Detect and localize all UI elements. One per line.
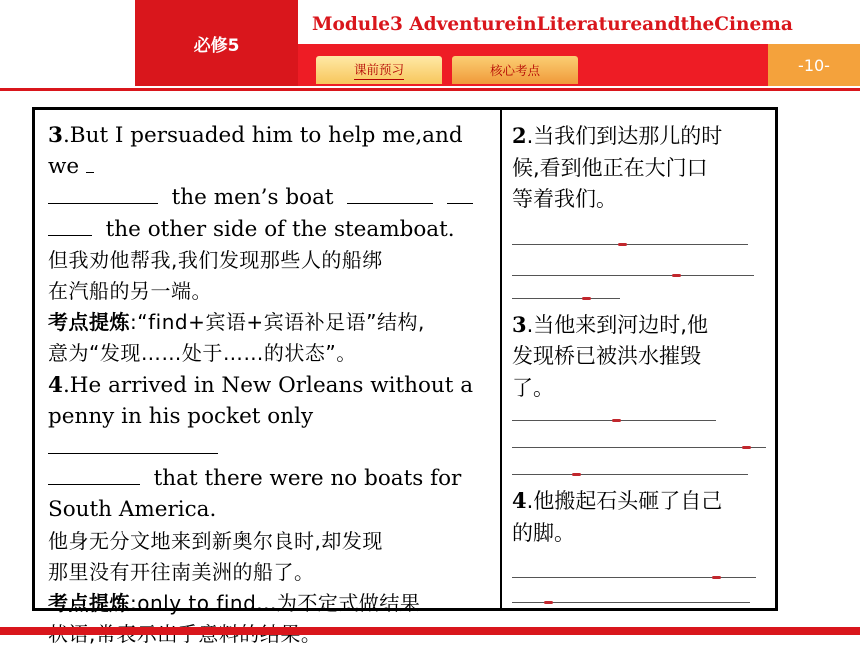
item4-en-d: South America. xyxy=(48,497,217,523)
blank[interactable] xyxy=(447,183,473,204)
slide-header xyxy=(0,0,860,92)
tab-core-points[interactable] xyxy=(452,56,578,84)
item4-tip-1: :only to find...为不定式做结果 xyxy=(130,591,421,616)
example-column xyxy=(48,120,488,650)
tip-label: 考点提炼 xyxy=(48,310,130,335)
item3-en-b: the men’s boat xyxy=(171,185,334,211)
item4-en-line2 xyxy=(48,401,488,463)
footer-bar xyxy=(0,627,860,635)
q3-l3: 了。 xyxy=(512,375,554,400)
item4-tip-line1 xyxy=(48,588,488,619)
q4-line1 xyxy=(512,485,772,518)
blank[interactable] xyxy=(48,464,140,485)
item3-cn-2: 在汽船的另一端。 xyxy=(48,279,212,304)
q3-l1: .当他来到河边时,他 xyxy=(526,312,708,337)
item3-tip-line1 xyxy=(48,307,488,338)
blank[interactable] xyxy=(48,433,218,454)
answer-line[interactable] xyxy=(512,244,748,245)
q4-number: 4 xyxy=(512,488,527,513)
item4-cn-2: 那里没有开往南美洲的船了。 xyxy=(48,559,315,584)
q2-l1: .当我们到达那儿的时 xyxy=(526,124,723,148)
q3-line1 xyxy=(512,309,772,342)
blank[interactable] xyxy=(48,215,92,236)
answer-line[interactable] xyxy=(512,298,620,299)
book-label: 必修5 xyxy=(135,0,298,86)
item4-en-c: that there were no boats for xyxy=(153,466,462,492)
tab-preview-label: 课前预习 xyxy=(354,60,404,80)
answer-line[interactable] xyxy=(512,602,750,603)
item4-en-a: .He arrived in New Orleans without a xyxy=(62,372,474,398)
item3-en-a: .But I persuaded him to help me,and we xyxy=(48,123,463,180)
answer-line[interactable] xyxy=(512,420,716,421)
q2-number: 2 xyxy=(512,123,527,148)
q2-l2: 候,看到他正在大门口 xyxy=(512,155,708,180)
column-divider xyxy=(500,110,502,608)
tab-core-points-label: 核心考点 xyxy=(489,63,540,78)
module-title: Module3 AdventureinLiteratureandtheCinema xyxy=(312,14,793,35)
q2-line1 xyxy=(512,120,772,153)
q4-l2: 的脚。 xyxy=(512,520,575,545)
answer-line[interactable] xyxy=(512,577,756,578)
item4-en-line3 xyxy=(48,463,488,494)
header-divider xyxy=(0,88,860,91)
q4-l1: .他搬起石头砸了自己 xyxy=(526,489,723,513)
exercise-column xyxy=(512,120,772,603)
item3-tip-1: :“find+宾语+宾语补足语”结构, xyxy=(130,310,425,335)
item3-en-line2 xyxy=(48,182,488,213)
page-number: -10- xyxy=(768,44,860,86)
q3-number: 3 xyxy=(512,311,527,337)
item4-en-line1 xyxy=(48,370,488,401)
content-box xyxy=(32,107,778,616)
answer-line[interactable] xyxy=(512,447,766,448)
item3-en-line1 xyxy=(48,120,488,182)
item3-tip-2: 意为“发现……处于……的状态”。 xyxy=(48,341,357,366)
blank[interactable] xyxy=(86,152,94,173)
item4-en-b: penny in his pocket only xyxy=(48,403,314,429)
item4-number: 4 xyxy=(48,372,63,398)
item3-number: 3 xyxy=(48,123,63,148)
blank[interactable] xyxy=(347,183,433,204)
q3-l2: 发现桥已被洪水摧毁 xyxy=(512,344,701,368)
answer-line[interactable] xyxy=(512,275,754,276)
answer-line[interactable] xyxy=(512,474,748,475)
blank[interactable] xyxy=(48,183,158,204)
q2-l3: 等着我们。 xyxy=(512,187,617,211)
tip-label: 考点提炼 xyxy=(48,591,130,616)
item4-cn-1: 他身无分文地来到新奥尔良时,却发现 xyxy=(48,528,383,553)
item3-cn-1: 但我劝他帮我,我们发现那些人的船绑 xyxy=(48,247,383,272)
item3-en-line3 xyxy=(48,214,488,245)
tab-preview[interactable] xyxy=(316,56,442,84)
item3-en-c: the other side of the steamboat. xyxy=(105,216,455,242)
